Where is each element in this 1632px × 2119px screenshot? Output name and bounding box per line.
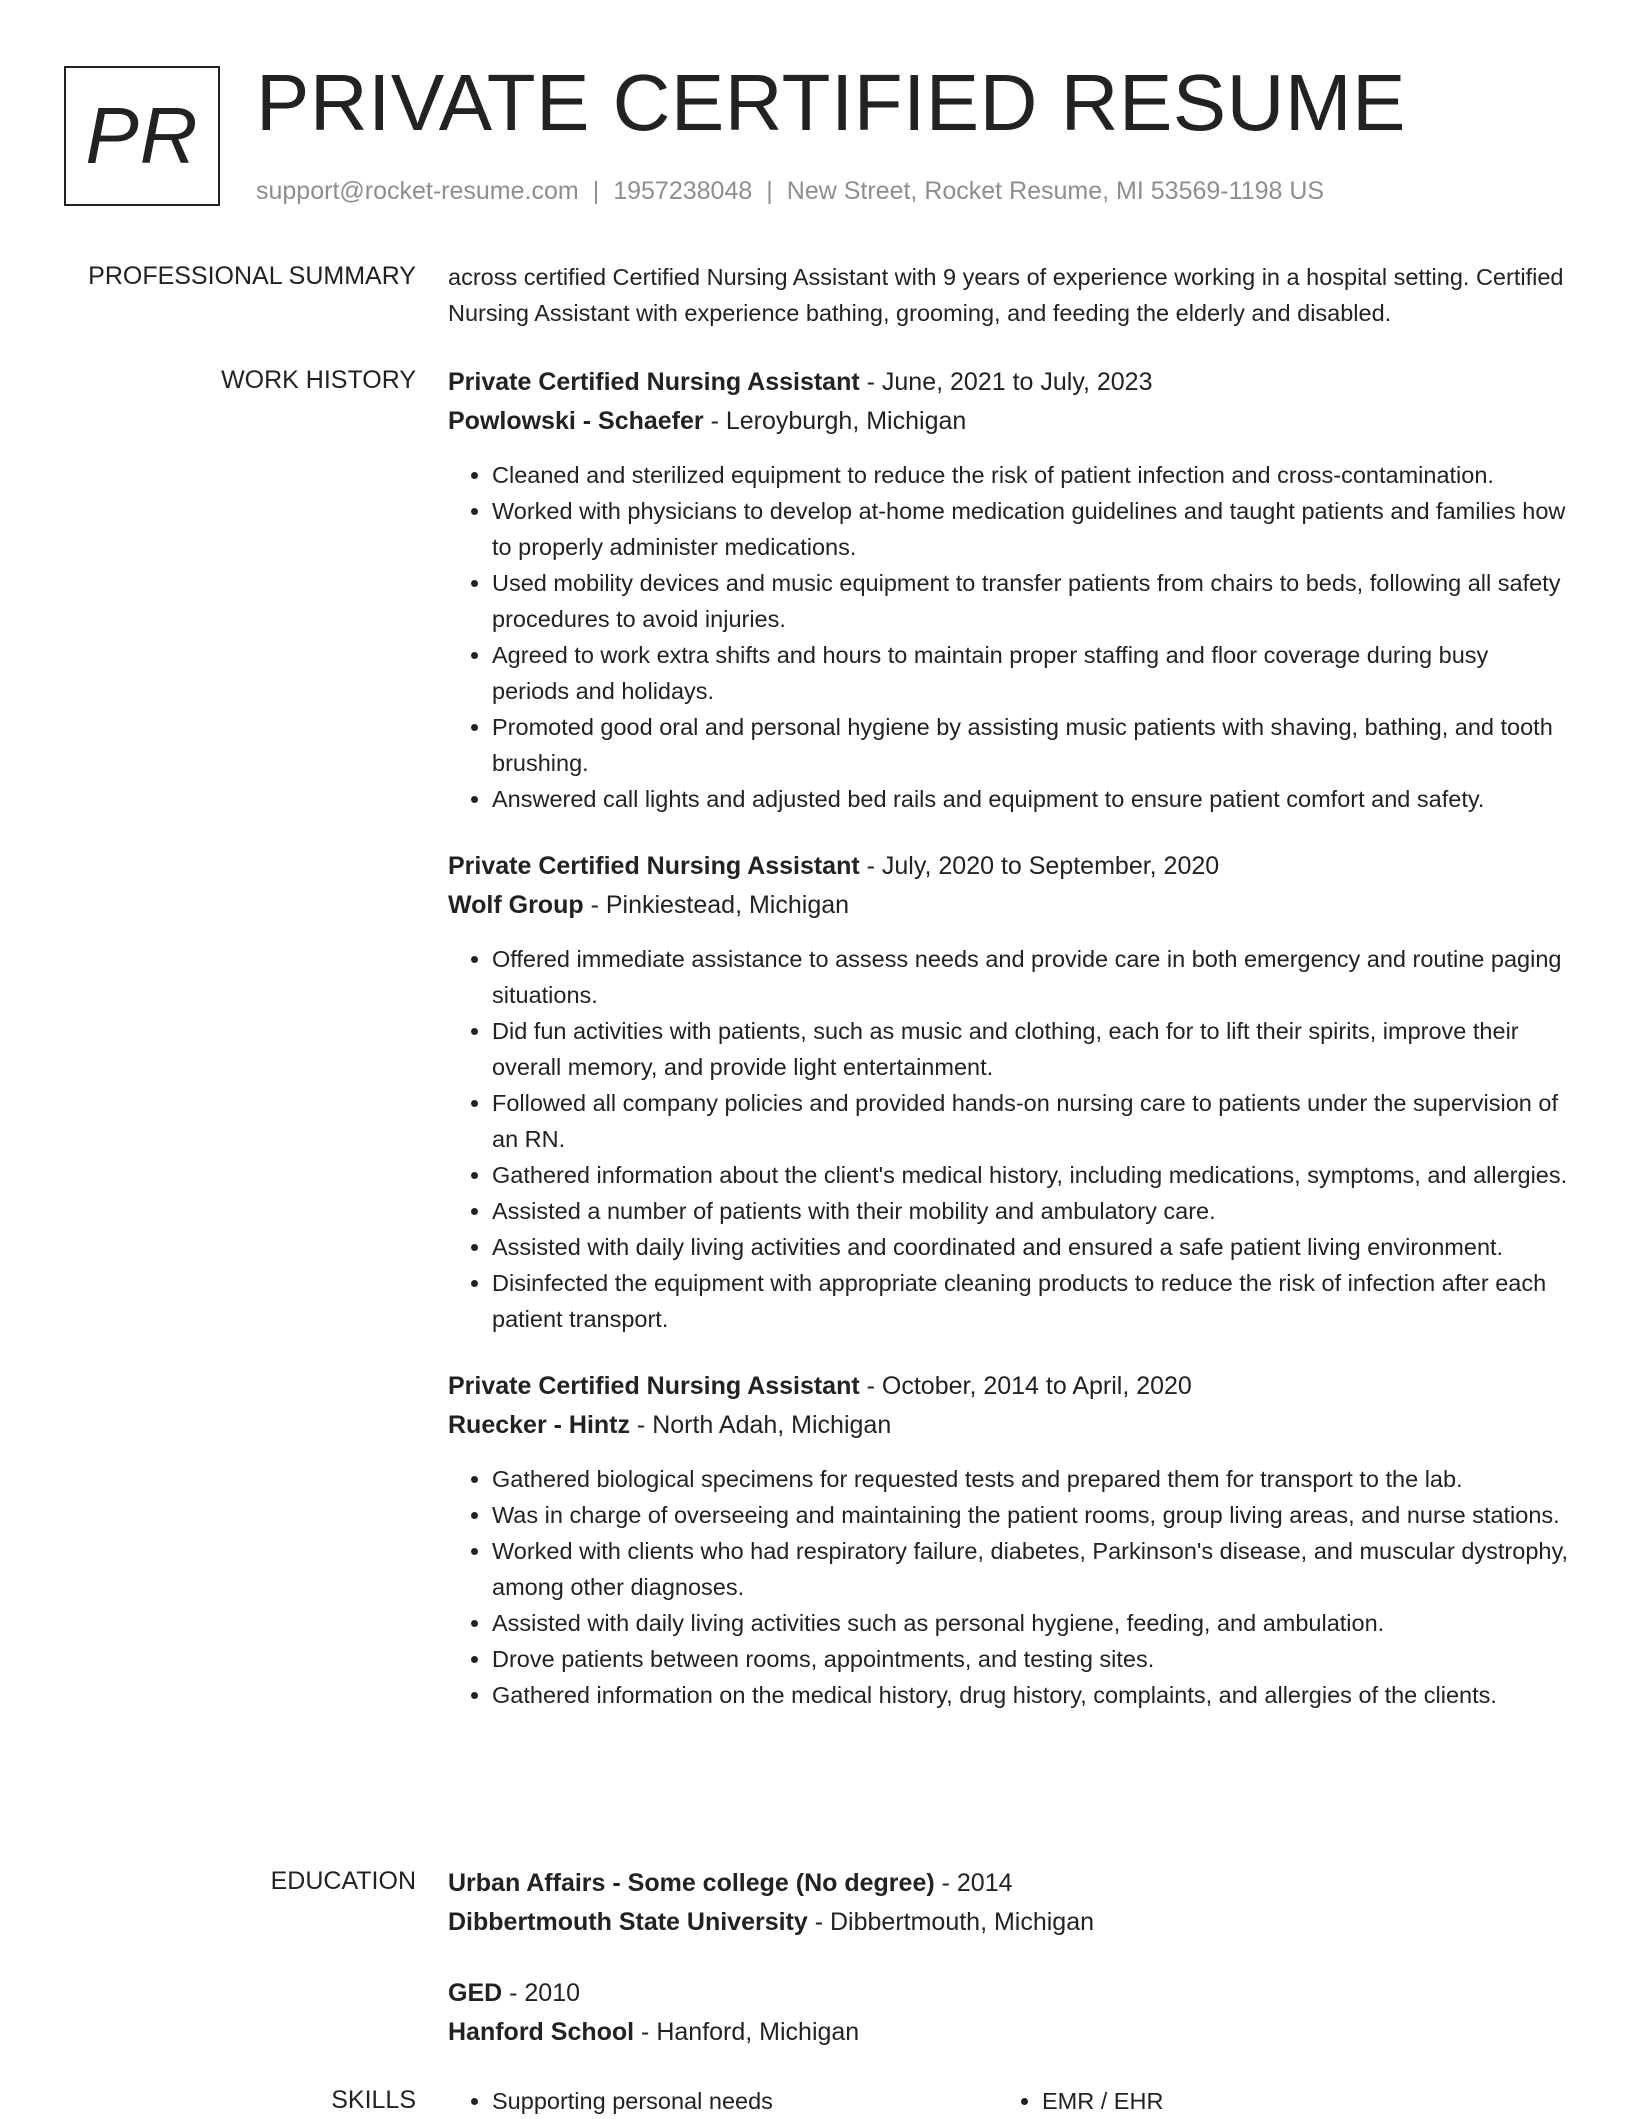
education-entry (448, 1974, 1568, 2052)
job-company-line (448, 1406, 1568, 1445)
job-title-line (448, 1367, 1568, 1406)
summary-text: across certified Certified Nursing Assistant with 9 years of experience working in a hospital setting. Certified Nursing Assistant with experience bathing, grooming, and feeding the elderly and disabled. (448, 264, 1564, 326)
graduation-year: - 2010 (502, 1979, 581, 2007)
list-item: • Assisted with daily living activities such as personal hygiene, feeding, and ambulation. (492, 1605, 1568, 1641)
education-body (448, 1864, 1568, 2084)
school-line (448, 1903, 1568, 1942)
separator: | (766, 177, 773, 205)
list-item: • Gathered biological specimens for requested tests and prepared them for transport to the lab. (492, 1461, 1568, 1497)
skills-grid (448, 2083, 1568, 2119)
school-line (448, 2013, 1568, 2052)
education-heading: EDUCATION (270, 1867, 416, 1895)
separator: | (592, 177, 600, 205)
job-entry (448, 847, 1568, 1337)
school-location: - Dibbertmouth, Michigan (807, 1908, 1095, 1936)
skills-list (448, 2083, 998, 2119)
skills-heading: SKILLS (331, 2086, 416, 2114)
skills-body (448, 2083, 1568, 2119)
phone-text: 1957238048 (613, 177, 753, 205)
list-item: • Assisted a number of patients with their mobility and ambulatory care. (492, 1193, 1568, 1229)
job-entry (448, 1367, 1568, 1713)
list-item: • Did fun activities with patients, such as music and clothing, each for to lift their spirits, improve their overall memory, and provide light entertainment. (492, 1013, 1568, 1085)
list-item: • Was in charge of overseeing and maintaining the patient rooms, group living areas, and nurse stations. (492, 1497, 1568, 1533)
skills-list (998, 2083, 1548, 2119)
skills-column-left (448, 2083, 998, 2119)
education-entry (448, 1864, 1568, 1942)
degree: GED (448, 1979, 503, 2007)
list-item: • Cleaned and sterilized equipment to reduce the risk of patient infection and cross-contamination. (492, 457, 1568, 493)
job-company: Powlowski - Schaefer (448, 407, 704, 435)
summary-body (448, 259, 1568, 331)
job-company: Ruecker - Hintz (448, 1411, 630, 1439)
job-bullets (448, 1461, 1568, 1713)
list-item: • Offered immediate assistance to assess needs and provide care in both emergency and routine paging situations. (492, 941, 1568, 1013)
list-item: • Gathered information on the medical history, drug history, complaints, and allergies of the clients. (492, 1677, 1568, 1713)
job-dates: - July, 2020 to September, 2020 (859, 852, 1220, 880)
skills-column-right (998, 2083, 1548, 2119)
monogram-logo: PR (64, 66, 220, 206)
work-history-body (448, 363, 1568, 1743)
list-item: • Agreed to work extra shifts and hours to maintain proper staffing and floor coverage during busy periods and holidays. (492, 637, 1568, 709)
job-company: Wolf Group (448, 891, 584, 919)
job-dates: - June, 2021 to July, 2023 (859, 368, 1153, 396)
skill-item: • EMR / EHR (1042, 2083, 1548, 2119)
school: Hanford School (448, 2018, 635, 2046)
list-item: • Promoted good oral and personal hygiene by assisting music patients with shaving, bathing, and tooth brushing. (492, 709, 1568, 781)
address-text: New Street, Rocket Resume, MI 53569-1198 US (786, 177, 1325, 205)
list-item: • Assisted with daily living activities and coordinated and ensured a safe patient living environment. (492, 1229, 1568, 1265)
school-location: - Hanford, Michigan (634, 2018, 860, 2046)
job-title: Private Certified Nursing Assistant (448, 1372, 860, 1400)
list-item: • Worked with physicians to develop at-home medication guidelines and taught patients and families how to properly administer medications. (492, 493, 1568, 565)
list-item: • Answered call lights and adjusted bed rails and equipment to ensure patient comfort and safety. (492, 781, 1568, 817)
list-item: • Worked with clients who had respiratory failure, diabetes, Parkinson's disease, and muscular dystrophy, among other diagnoses. (492, 1533, 1568, 1605)
job-location: - Pinkiestead, Michigan (583, 891, 850, 919)
school: Dibbertmouth State University (448, 1908, 808, 1936)
job-bullets (448, 457, 1568, 817)
job-title-line (448, 847, 1568, 886)
skill-item: • Supporting personal needs (492, 2083, 998, 2119)
degree-line (448, 1864, 1568, 1903)
degree-line (448, 1974, 1568, 2013)
job-entry (448, 363, 1568, 817)
resume-name: PRIVATE CERTIFIED RESUME (256, 58, 1406, 147)
work-history-heading: WORK HISTORY (221, 366, 416, 394)
list-item: • Disinfected the equipment with appropriate cleaning products to reduce the risk of infection after each patient transport. (492, 1265, 1568, 1337)
list-item: • Gathered information about the client's medical history, including medications, symptoms, and allergies. (492, 1157, 1568, 1193)
job-company-line (448, 886, 1568, 925)
job-company-line (448, 402, 1568, 441)
job-bullets (448, 941, 1568, 1337)
list-item: • Drove patients between rooms, appointments, and testing sites. (492, 1641, 1568, 1677)
job-location: - Leroyburgh, Michigan (703, 407, 967, 435)
list-item: • Followed all company policies and provided hands-on nursing care to patients under the supervision of an RN. (492, 1085, 1568, 1157)
contact-line (256, 174, 1324, 208)
job-title: Private Certified Nursing Assistant (448, 852, 860, 880)
summary-heading: PROFESSIONAL SUMMARY (88, 262, 416, 290)
job-title-line (448, 363, 1568, 402)
email-text: support@rocket-resume.com (256, 177, 579, 205)
job-dates: - October, 2014 to April, 2020 (859, 1372, 1192, 1400)
graduation-year: - 2014 (934, 1869, 1013, 1897)
list-item: • Used mobility devices and music equipment to transfer patients from chairs to beds, following all safety procedures to avoid injuries. (492, 565, 1568, 637)
job-location: - North Adah, Michigan (629, 1411, 892, 1439)
degree: Urban Affairs - Some college (No degree) (448, 1869, 935, 1897)
job-title: Private Certified Nursing Assistant (448, 368, 860, 396)
